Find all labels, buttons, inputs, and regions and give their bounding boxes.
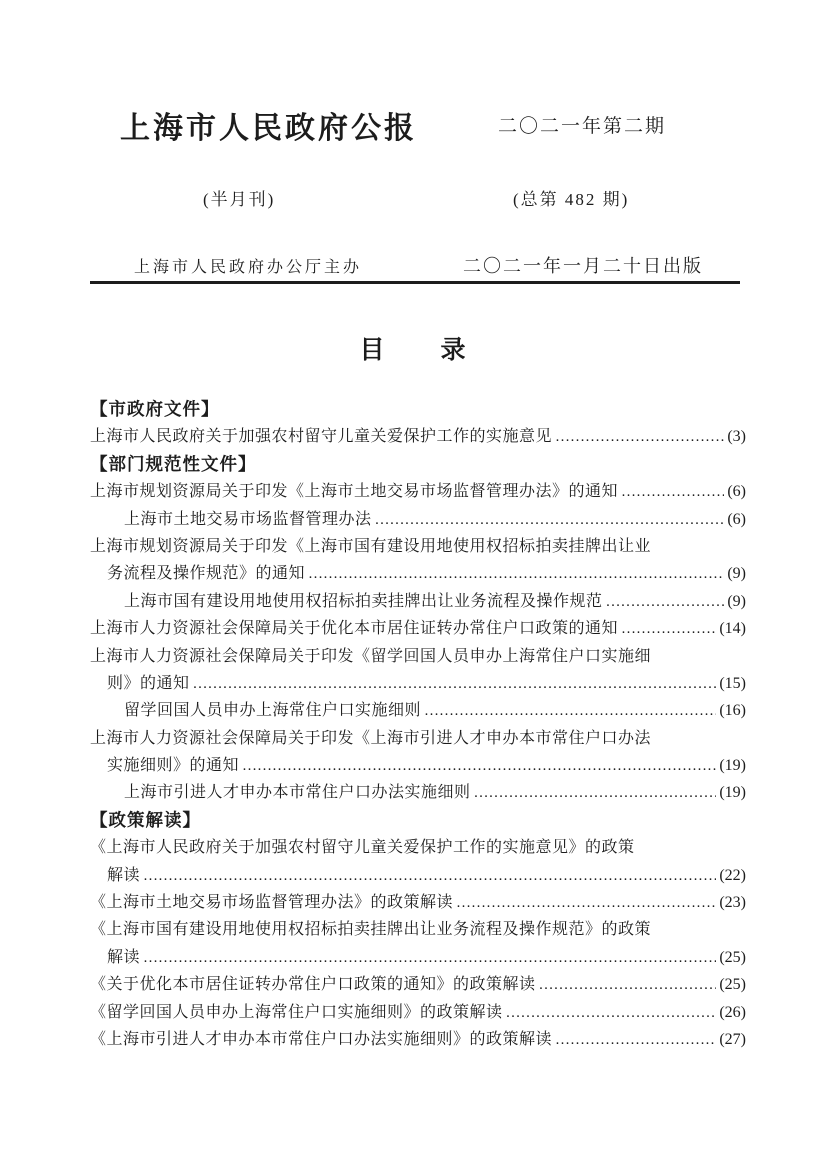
toc-entry-title: 上海市规划资源局关于印发《上海市国有建设用地使用权招标拍卖挂牌出让业: [90, 537, 652, 555]
toc-entry: [90, 944, 746, 971]
toc-dot-leader: [242, 753, 716, 780]
toc-page-number: (14): [719, 620, 746, 638]
toc-dot-leader: [143, 863, 716, 890]
toc-entry-title: 上海市人力资源社会保障局关于印发《上海市引进人才申办本市常住户口办法: [90, 729, 652, 747]
toc-entry-title: 务流程及操作规范》的通知: [107, 565, 306, 583]
toc-entry: [90, 1026, 746, 1053]
toc-entry: [90, 478, 746, 505]
toc-section-heading: 【政策解读】: [90, 809, 201, 830]
toc-entry-title: 上海市人力资源社会保障局关于印发《留学回国人员申办上海常住户口实施细: [90, 647, 652, 665]
header-divider-rule: [90, 281, 740, 284]
toc-page-number: (9): [727, 565, 746, 583]
toc-entry-title: 上海市规划资源局关于印发《上海市土地交易市场监督管理办法》的通知: [90, 483, 619, 501]
toc-dot-leader: [375, 507, 725, 534]
toc-entry: [90, 725, 746, 752]
toc-entry: [90, 615, 746, 642]
toc-entry: [90, 916, 746, 943]
toc-entry: [90, 506, 746, 533]
toc-entry: [90, 752, 746, 779]
toc-entry: [90, 971, 746, 998]
toc-page-number: (6): [727, 483, 746, 501]
toc-dot-leader: [193, 671, 717, 698]
toc-page-number: (3): [727, 428, 746, 446]
toc-entry: [90, 588, 746, 615]
toc-dot-leader: [308, 561, 724, 588]
toc-entry-title: 《上海市国有建设用地使用权招标拍卖挂牌出让业务流程及操作规范》的政策: [90, 921, 652, 939]
toc-dot-leader: [606, 589, 725, 616]
toc-dot-leader: [456, 890, 716, 917]
toc-page-number: (26): [719, 1003, 746, 1021]
toc-page-number: (25): [719, 976, 746, 994]
toc-section-heading: 【部门规范性文件】: [90, 453, 257, 474]
toc-dot-leader: [424, 698, 716, 725]
toc-page-number: (25): [719, 948, 746, 966]
toc-dot-leader: [555, 1027, 716, 1054]
toc-section-heading: 【市政府文件】: [90, 399, 220, 419]
toc-page-number: (16): [719, 702, 746, 720]
publish-date-line: 二〇二一年一月二十日出版: [463, 256, 703, 276]
toc-list: [90, 396, 746, 1053]
toc-dot-leader: [474, 780, 717, 807]
toc-entry: [90, 643, 746, 670]
toc-entry-title: 《关于优化本市居住证转办常住户口政策的通知》的政策解读: [90, 976, 536, 994]
toc-page-number: (23): [719, 894, 746, 912]
toc-entry-title: 解读: [107, 866, 141, 884]
toc-entry-title: 留学回国人员申办上海常住户口实施细则: [124, 702, 422, 720]
toc-dot-leader: [555, 424, 724, 451]
toc-entry-title: 《上海市人民政府关于加强农村留守儿童关爱保护工作的实施意见》的政策: [90, 839, 635, 857]
toc-entry-title: 《上海市土地交易市场监督管理办法》的政策解读: [90, 894, 454, 912]
publisher-line: 上海市人民政府办公厅主办: [134, 259, 363, 276]
toc-entry-title: 《留学回国人员申办上海常住户口实施细则》的政策解读: [90, 1003, 503, 1021]
periodicity-label: (半月刊): [203, 190, 276, 209]
toc-entry-title: 上海市引进人才申办本市常住户口办法实施细则: [124, 784, 471, 802]
toc-title: 目 录: [359, 337, 468, 364]
toc-page-number: (27): [719, 1030, 746, 1048]
toc-entry: [90, 697, 746, 724]
toc-entry-title: 则》的通知: [107, 674, 190, 692]
toc-entry-title: 上海市土地交易市场监督管理办法: [124, 510, 372, 528]
toc-entry: [90, 533, 746, 560]
toc-page-number: (19): [719, 784, 746, 802]
toc-entry: [90, 423, 746, 450]
toc-entry: [90, 889, 746, 916]
issue-number: 二〇二一年第二期: [498, 116, 667, 137]
toc-dot-leader: [506, 1000, 717, 1027]
toc-page-number: (22): [719, 866, 746, 884]
toc-entry: [90, 670, 746, 697]
toc-dot-leader: [143, 945, 716, 972]
toc-entry: [90, 560, 746, 587]
toc-page-number: (15): [719, 674, 746, 692]
toc-entry-title: 上海市国有建设用地使用权招标拍卖挂牌出让业务流程及操作规范: [124, 592, 603, 610]
toc-dot-leader: [539, 972, 717, 999]
toc-entry-title: 实施细则》的通知: [107, 757, 240, 775]
toc-page-number: (6): [727, 510, 746, 528]
toc-page-number: (19): [719, 757, 746, 775]
toc-entry: [90, 779, 746, 806]
toc-entry-title: 上海市人民政府关于加强农村留守儿童关爱保护工作的实施意见: [90, 428, 553, 446]
toc-entry: [90, 999, 746, 1026]
toc-entry-title: 解读: [107, 948, 141, 966]
toc-entry-title: 《上海市引进人才申办本市常住户口办法实施细则》的政策解读: [90, 1030, 553, 1048]
toc-dot-leader: [621, 479, 724, 506]
masthead-title: 上海市人民政府公报: [120, 112, 417, 145]
cumulative-issue-label: (总第 482 期): [513, 190, 630, 209]
toc-page-number: (9): [727, 592, 746, 610]
toc-dot-leader: [621, 616, 716, 643]
toc-entry: [90, 834, 746, 861]
toc-entry-title: 上海市人力资源社会保障局关于优化本市居住证转办常住户口政策的通知: [90, 620, 619, 638]
toc-entry: [90, 862, 746, 889]
